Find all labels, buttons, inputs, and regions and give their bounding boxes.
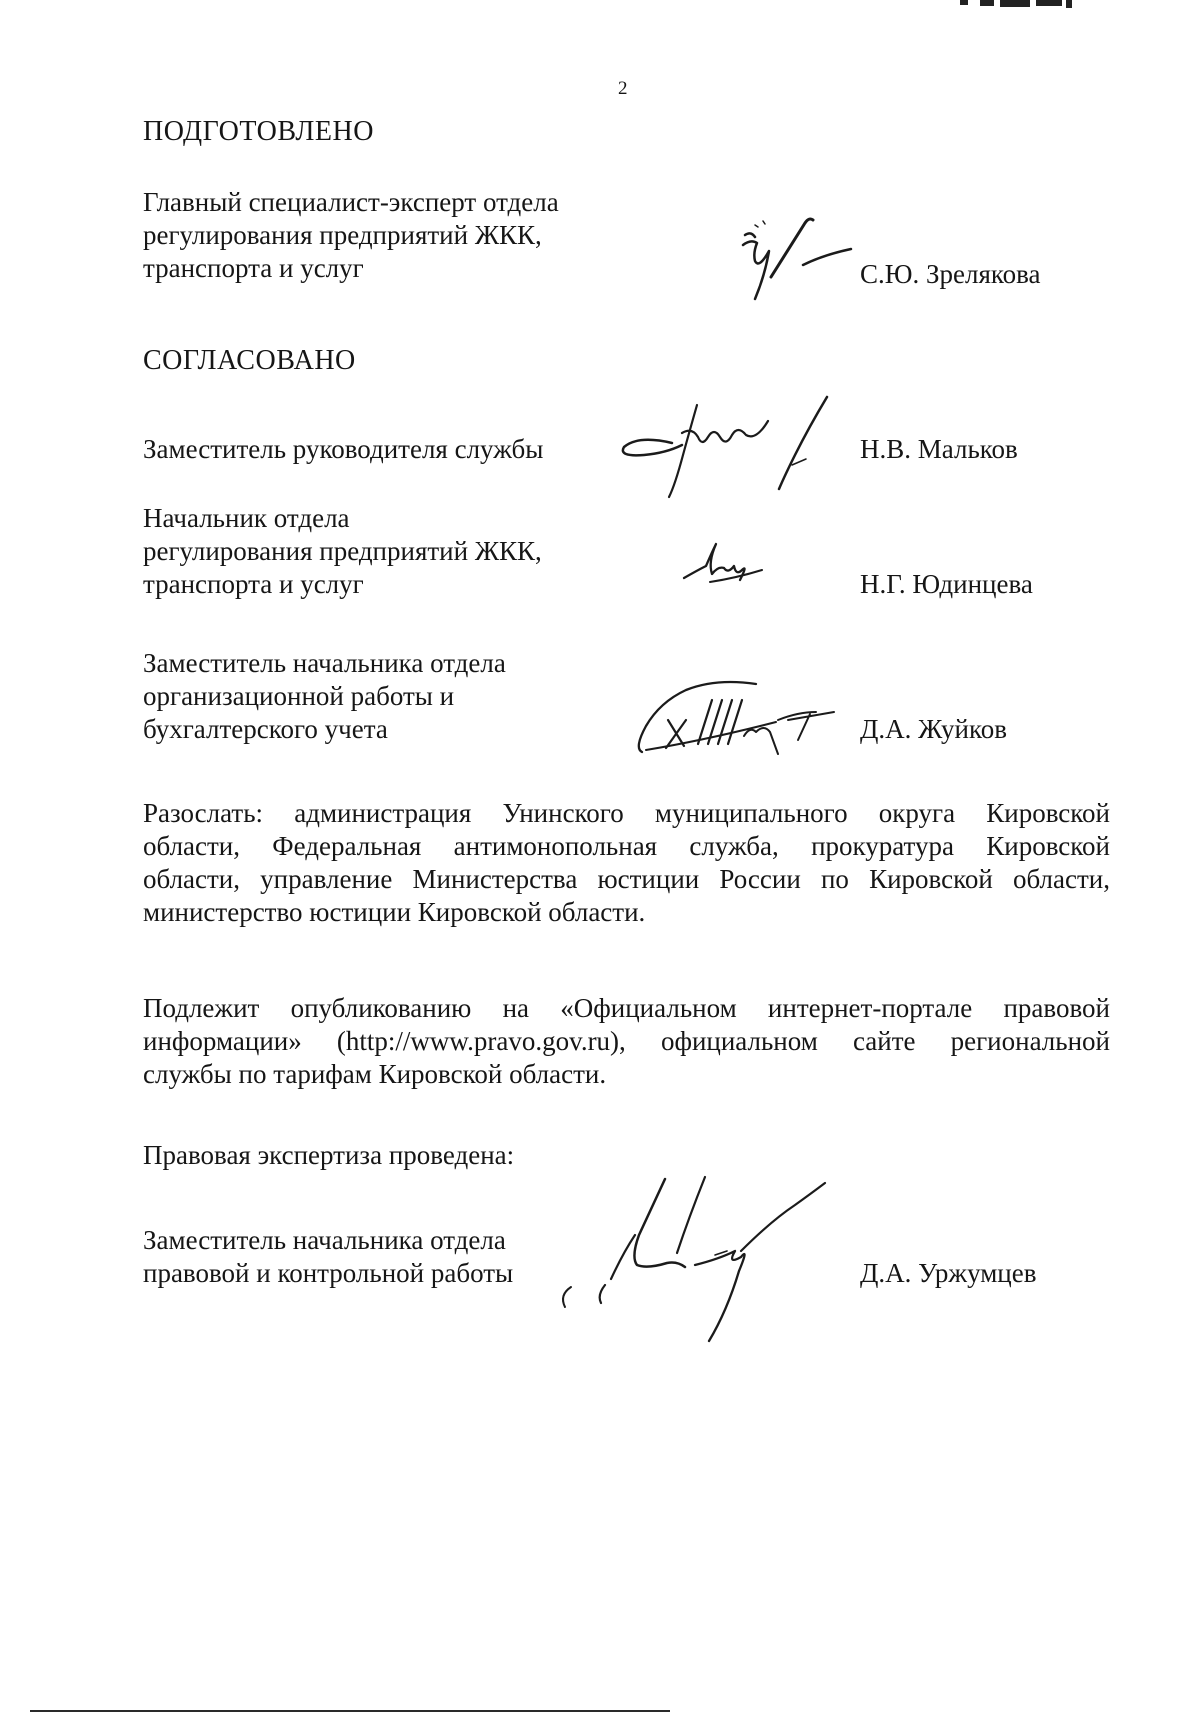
distribution-line: министерство юстиции Кировской области.	[143, 897, 646, 927]
legal-review-position-line: правовой и контрольной работы	[143, 1258, 514, 1288]
prepared-position-line: регулирования предприятий ЖКК,	[143, 220, 542, 250]
legal-review-heading: Правовая экспертиза проведена:	[143, 1140, 515, 1170]
signature-zrelyakova	[735, 215, 860, 310]
signature-malkov	[612, 395, 852, 507]
publication-paragraph	[143, 992, 1110, 1091]
distribution-line: области, Федеральная антимонопольная служба, прокуратура Кировской	[143, 831, 1110, 861]
legal-review-position-line: Заместитель начальника отдела	[143, 1225, 506, 1255]
distribution-paragraph	[143, 797, 1110, 929]
prepared-position-line: Главный специалист-эксперт отдела	[143, 187, 559, 217]
prepared-signer-name: С.Ю. Зрелякова	[860, 259, 1041, 289]
signer-position-line: Начальник отдела	[143, 503, 350, 533]
bottom-rule	[30, 1710, 670, 1712]
signer-position-line: Заместитель руководителя службы	[143, 434, 544, 464]
signer-position-line: Заместитель начальника отдела	[143, 648, 506, 678]
prepared-position-line: транспорта и услуг	[143, 253, 364, 283]
signer-position-line: транспорта и услуг	[143, 569, 364, 599]
signer-position-line: бухгалтерского учета	[143, 714, 388, 744]
signature-yudintseva	[680, 540, 770, 595]
signature-urzhumtsev	[545, 1175, 885, 1355]
signer-name: Н.В. Мальков	[860, 434, 1018, 464]
distribution-line: области, управление Министерства юстиции России по Кировской области,	[143, 864, 1110, 894]
legal-review-signer-name: Д.А. Уржумцев	[860, 1258, 1037, 1288]
prepared-heading: ПОДГОТОВЛЕНО	[143, 116, 374, 147]
publication-line: Подлежит опубликованию на «Официальном интернет-портале правовой	[143, 993, 1110, 1023]
signer-name: Н.Г. Юдинцева	[860, 569, 1033, 599]
publication-line: информации» (http://www.pravo.gov.ru), официальном сайте региональной	[143, 1026, 1110, 1056]
page-number: 2	[618, 78, 628, 99]
signer-position-line: регулирования предприятий ЖКК,	[143, 536, 542, 566]
distribution-line: Разослать: администрация Унинского муниципального округа Кировской	[143, 798, 1110, 828]
publication-line: службы по тарифам Кировской области.	[143, 1059, 607, 1089]
signer-name: Д.А. Жуйков	[860, 714, 1007, 744]
signer-position-line: организационной работы и	[143, 681, 455, 711]
agreed-heading: СОГЛАСОВАНО	[143, 345, 356, 376]
scan-artifact	[960, 0, 1080, 8]
signature-zhuykov	[628, 680, 848, 766]
